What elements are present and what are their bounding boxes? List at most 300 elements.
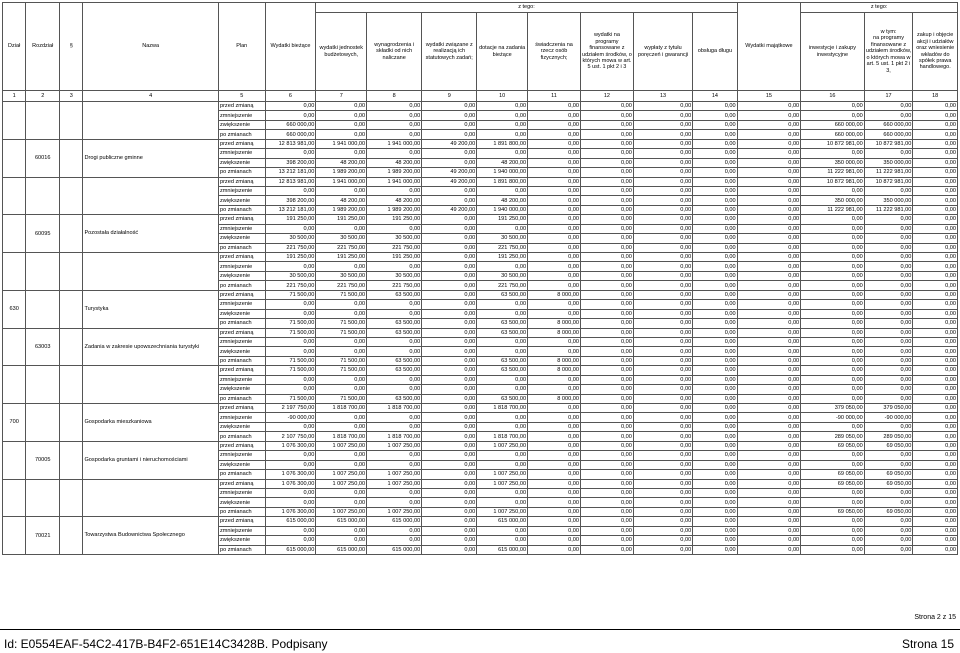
value-cell: 0,00: [367, 375, 422, 384]
value-cell: 71 500,00: [316, 366, 367, 375]
value-cell: 0,00: [737, 243, 801, 252]
value-cell: 1 076 300,00: [265, 470, 316, 479]
dzial-code: [3, 366, 26, 404]
value-cell: 0,00: [633, 319, 692, 328]
header-wydatki-programy: wydatki na programy finansowane z udziałem środków, o których mowa w art. 5 ust. 1 pkt 2 i 3: [580, 13, 633, 91]
value-cell: 398 200,00: [265, 196, 316, 205]
value-cell: 71 500,00: [265, 328, 316, 337]
row-label: przed zmianą: [218, 479, 265, 488]
value-cell: 0,00: [580, 404, 633, 413]
value-cell: 0,00: [913, 224, 958, 233]
column-number: 1: [3, 91, 26, 102]
column-number: 17: [864, 91, 913, 102]
row-label: przed zmianą: [218, 139, 265, 148]
value-cell: 0,00: [913, 347, 958, 356]
value-cell: 0,00: [316, 300, 367, 309]
value-cell: 0,00: [693, 139, 737, 148]
value-cell: 0,00: [633, 186, 692, 195]
value-cell: 0,00: [528, 215, 581, 224]
value-cell: 660 000,00: [801, 130, 865, 139]
row-label: zwiększenie: [218, 271, 265, 280]
value-cell: 0,00: [913, 149, 958, 158]
value-cell: 221 750,00: [367, 243, 422, 252]
value-cell: 0,00: [477, 111, 528, 120]
value-cell: 0,00: [633, 366, 692, 375]
row-label: zwiększenie: [218, 536, 265, 545]
value-cell: 221 750,00: [367, 281, 422, 290]
value-cell: 0,00: [580, 432, 633, 441]
value-cell: 0,00: [316, 120, 367, 129]
value-cell: 0,00: [477, 422, 528, 431]
value-cell: 615 000,00: [316, 517, 367, 526]
column-number: 7: [316, 91, 367, 102]
value-cell: 0,00: [801, 300, 865, 309]
value-cell: 0,00: [913, 300, 958, 309]
paragraf-code: [60, 290, 83, 328]
value-cell: 0,00: [633, 422, 692, 431]
value-cell: 0,00: [913, 507, 958, 516]
section-name: Towarzystwa Budownictwa Społecznego: [83, 517, 219, 555]
value-cell: 0,00: [913, 356, 958, 365]
table-row: [3, 441, 958, 450]
column-number: 12: [580, 91, 633, 102]
value-cell: 0,00: [580, 139, 633, 148]
row-label: po zmianach: [218, 168, 265, 177]
value-cell: 0,00: [913, 545, 958, 554]
value-cell: 0,00: [633, 253, 692, 262]
value-cell: 0,00: [913, 271, 958, 280]
value-cell: 0,00: [737, 234, 801, 243]
dzial-code: [3, 253, 26, 291]
value-cell: 0,00: [528, 271, 581, 280]
value-cell: 0,00: [913, 394, 958, 403]
value-cell: 0,00: [913, 186, 958, 195]
value-cell: 0,00: [422, 215, 477, 224]
paragraf-code: [60, 404, 83, 442]
value-cell: 0,00: [528, 413, 581, 422]
value-cell: 0,00: [580, 479, 633, 488]
value-cell: 0,00: [693, 186, 737, 195]
value-cell: 0,00: [913, 498, 958, 507]
value-cell: 0,00: [633, 309, 692, 318]
value-cell: 379 050,00: [801, 404, 865, 413]
value-cell: 0,00: [913, 328, 958, 337]
value-cell: 0,00: [801, 234, 865, 243]
value-cell: 0,00: [693, 413, 737, 422]
value-cell: 0,00: [265, 451, 316, 460]
value-cell: 0,00: [422, 328, 477, 337]
value-cell: 0,00: [528, 432, 581, 441]
value-cell: 0,00: [528, 234, 581, 243]
value-cell: 0,00: [864, 488, 913, 497]
value-cell: 0,00: [737, 102, 801, 111]
value-cell: 0,00: [528, 186, 581, 195]
value-cell: 221 750,00: [265, 243, 316, 252]
value-cell: 0,00: [913, 281, 958, 290]
value-cell: 0,00: [633, 271, 692, 280]
header-paragraf: §: [60, 3, 83, 91]
value-cell: 0,00: [633, 196, 692, 205]
header-wynagrodzenia: wynagrodzenia i składki od nich naliczane: [367, 13, 422, 91]
value-cell: 0,00: [801, 243, 865, 252]
value-cell: 48 200,00: [367, 196, 422, 205]
value-cell: 0,00: [693, 205, 737, 214]
value-cell: 71 500,00: [316, 356, 367, 365]
value-cell: 0,00: [528, 337, 581, 346]
value-cell: 0,00: [477, 413, 528, 422]
section-name: Zadania w zakresie upowszechniania turystyki: [83, 328, 219, 366]
value-cell: 0,00: [801, 328, 865, 337]
value-cell: 0,00: [864, 224, 913, 233]
value-cell: 0,00: [265, 224, 316, 233]
value-cell: 0,00: [693, 347, 737, 356]
value-cell: 0,00: [422, 526, 477, 535]
value-cell: 0,00: [633, 243, 692, 252]
rozdzial-code: 60016: [26, 139, 60, 177]
value-cell: 0,00: [737, 517, 801, 526]
value-cell: 0,00: [737, 328, 801, 337]
value-cell: 0,00: [737, 441, 801, 450]
value-cell: 0,00: [633, 470, 692, 479]
value-cell: 0,00: [580, 319, 633, 328]
value-cell: 0,00: [528, 536, 581, 545]
value-cell: 0,00: [913, 375, 958, 384]
value-cell: 0,00: [422, 536, 477, 545]
value-cell: 0,00: [422, 262, 477, 271]
page-number: Strona 15: [901, 637, 954, 651]
value-cell: 0,00: [528, 375, 581, 384]
value-cell: 0,00: [737, 479, 801, 488]
value-cell: 0,00: [580, 205, 633, 214]
value-cell: 1 989 200,00: [367, 205, 422, 214]
value-cell: 0,00: [737, 309, 801, 318]
value-cell: 0,00: [801, 309, 865, 318]
value-cell: 0,00: [693, 215, 737, 224]
value-cell: 0,00: [367, 488, 422, 497]
value-cell: 0,00: [864, 215, 913, 224]
row-label: zmniejszenie: [218, 186, 265, 195]
value-cell: 69 050,00: [801, 479, 865, 488]
page-counter-small: Strona 2 z 15: [914, 614, 956, 621]
value-cell: 1 076 300,00: [265, 507, 316, 516]
value-cell: 0,00: [580, 441, 633, 450]
value-cell: 0,00: [864, 243, 913, 252]
row-label: zwiększenie: [218, 158, 265, 167]
value-cell: 30 500,00: [265, 271, 316, 280]
row-label: zmniejszenie: [218, 300, 265, 309]
value-cell: 0,00: [316, 309, 367, 318]
row-label: po zmianach: [218, 205, 265, 214]
value-cell: 71 500,00: [265, 366, 316, 375]
value-cell: 0,00: [737, 224, 801, 233]
value-cell: 0,00: [693, 177, 737, 186]
header-wydatki-zwiazane: wydatki związane z realizacją ich statutowych zadań;: [422, 13, 477, 91]
value-cell: 0,00: [528, 111, 581, 120]
value-cell: 0,00: [528, 158, 581, 167]
value-cell: 71 500,00: [265, 319, 316, 328]
value-cell: 0,00: [737, 545, 801, 554]
value-cell: 0,00: [477, 451, 528, 460]
value-cell: 1 941 000,00: [367, 177, 422, 186]
value-cell: 0,00: [801, 290, 865, 299]
value-cell: 0,00: [693, 196, 737, 205]
value-cell: 0,00: [633, 356, 692, 365]
value-cell: 0,00: [422, 337, 477, 346]
value-cell: 0,00: [580, 328, 633, 337]
value-cell: 0,00: [864, 186, 913, 195]
value-cell: 0,00: [864, 102, 913, 111]
value-cell: 0,00: [367, 460, 422, 469]
value-cell: 8 000,00: [528, 366, 581, 375]
value-cell: 0,00: [737, 366, 801, 375]
value-cell: 0,00: [528, 385, 581, 394]
value-cell: 0,00: [801, 281, 865, 290]
value-cell: 0,00: [693, 441, 737, 450]
value-cell: 0,00: [477, 262, 528, 271]
value-cell: 0,00: [580, 262, 633, 271]
value-cell: 0,00: [913, 404, 958, 413]
table-row: [3, 177, 958, 186]
value-cell: -90 000,00: [265, 413, 316, 422]
value-cell: 398 200,00: [265, 158, 316, 167]
footer-divider: [0, 629, 960, 630]
value-cell: 289 050,00: [864, 432, 913, 441]
row-label: po zmianach: [218, 281, 265, 290]
value-cell: 0,00: [422, 451, 477, 460]
value-cell: 0,00: [316, 111, 367, 120]
value-cell: 0,00: [913, 158, 958, 167]
section-name: [83, 177, 219, 215]
value-cell: 0,00: [913, 177, 958, 186]
row-label: zmniejszenie: [218, 526, 265, 535]
value-cell: 10 872 981,00: [801, 139, 865, 148]
value-cell: 0,00: [477, 300, 528, 309]
value-cell: 0,00: [316, 422, 367, 431]
value-cell: 11 222 981,00: [801, 168, 865, 177]
value-cell: 49 200,00: [422, 177, 477, 186]
value-cell: 0,00: [633, 507, 692, 516]
value-cell: 0,00: [367, 413, 422, 422]
value-cell: 660 000,00: [265, 120, 316, 129]
paragraf-code: [60, 366, 83, 404]
value-cell: 0,00: [801, 517, 865, 526]
value-cell: 1 989 200,00: [316, 205, 367, 214]
value-cell: 0,00: [367, 536, 422, 545]
header-dotacje: dotacje na zadania bieżące: [477, 13, 528, 91]
value-cell: 615 000,00: [316, 545, 367, 554]
value-cell: 1 818 700,00: [477, 404, 528, 413]
row-label: zwiększenie: [218, 196, 265, 205]
value-cell: 0,00: [913, 130, 958, 139]
column-number: 8: [367, 91, 422, 102]
rozdzial-code: 70021: [26, 517, 60, 555]
value-cell: 0,00: [693, 328, 737, 337]
value-cell: 1 007 250,00: [367, 479, 422, 488]
value-cell: 0,00: [528, 451, 581, 460]
value-cell: 0,00: [864, 394, 913, 403]
value-cell: 0,00: [580, 271, 633, 280]
value-cell: 0,00: [528, 545, 581, 554]
value-cell: 0,00: [693, 536, 737, 545]
value-cell: 221 750,00: [316, 281, 367, 290]
value-cell: 350 000,00: [801, 196, 865, 205]
row-label: przed zmianą: [218, 366, 265, 375]
table-row: [3, 404, 958, 413]
value-cell: 0,00: [633, 441, 692, 450]
rozdzial-code: [26, 404, 60, 442]
value-cell: 191 250,00: [316, 253, 367, 262]
value-cell: 0,00: [528, 309, 581, 318]
value-cell: 0,00: [528, 224, 581, 233]
value-cell: 0,00: [864, 319, 913, 328]
value-cell: 0,00: [737, 253, 801, 262]
paragraf-code: [60, 479, 83, 517]
rozdzial-code: 70005: [26, 441, 60, 479]
dzial-code: [3, 139, 26, 177]
value-cell: 0,00: [633, 545, 692, 554]
value-cell: 0,00: [528, 300, 581, 309]
dzial-code: 700: [3, 404, 26, 442]
value-cell: 0,00: [737, 271, 801, 280]
value-cell: 0,00: [265, 111, 316, 120]
value-cell: 0,00: [737, 196, 801, 205]
section-name: [83, 253, 219, 291]
value-cell: 0,00: [633, 498, 692, 507]
value-cell: 0,00: [864, 356, 913, 365]
value-cell: 0,00: [367, 526, 422, 535]
value-cell: 71 500,00: [265, 394, 316, 403]
paragraf-code: [60, 253, 83, 291]
value-cell: 0,00: [528, 517, 581, 526]
value-cell: 0,00: [864, 253, 913, 262]
value-cell: 0,00: [422, 281, 477, 290]
value-cell: 0,00: [422, 130, 477, 139]
value-cell: 0,00: [737, 498, 801, 507]
value-cell: 0,00: [737, 385, 801, 394]
value-cell: 221 750,00: [477, 281, 528, 290]
value-cell: 0,00: [633, 130, 692, 139]
value-cell: 0,00: [864, 536, 913, 545]
value-cell: 1 940 000,00: [477, 168, 528, 177]
value-cell: 69 050,00: [864, 441, 913, 450]
value-cell: 0,00: [633, 111, 692, 120]
value-cell: 0,00: [801, 149, 865, 158]
value-cell: 0,00: [316, 186, 367, 195]
value-cell: 0,00: [633, 536, 692, 545]
value-cell: 0,00: [737, 432, 801, 441]
table-row: [3, 253, 958, 262]
value-cell: 0,00: [693, 224, 737, 233]
value-cell: 0,00: [737, 158, 801, 167]
value-cell: 0,00: [913, 366, 958, 375]
dzial-code: [3, 441, 26, 479]
value-cell: 11 222 981,00: [864, 168, 913, 177]
row-label: przed zmianą: [218, 253, 265, 262]
value-cell: 0,00: [580, 488, 633, 497]
value-cell: 0,00: [693, 271, 737, 280]
budget-page: [2, 2, 958, 555]
value-cell: 0,00: [864, 337, 913, 346]
value-cell: 0,00: [580, 451, 633, 460]
value-cell: 0,00: [422, 309, 477, 318]
value-cell: 0,00: [422, 460, 477, 469]
value-cell: 221 750,00: [477, 243, 528, 252]
header-wydatki-jednostek: wydatki jednostek budżetowych,: [316, 13, 367, 91]
row-label: zwiększenie: [218, 120, 265, 129]
value-cell: 49 200,00: [422, 168, 477, 177]
value-cell: 0,00: [316, 413, 367, 422]
value-cell: 0,00: [580, 290, 633, 299]
value-cell: 0,00: [580, 130, 633, 139]
value-cell: 0,00: [422, 111, 477, 120]
value-cell: 0,00: [693, 375, 737, 384]
value-cell: 0,00: [864, 262, 913, 271]
value-cell: 191 250,00: [367, 215, 422, 224]
row-label: zmniejszenie: [218, 262, 265, 271]
value-cell: 11 222 981,00: [864, 205, 913, 214]
value-cell: 0,00: [864, 234, 913, 243]
value-cell: 0,00: [913, 111, 958, 120]
row-label: zwiększenie: [218, 234, 265, 243]
value-cell: 0,00: [801, 422, 865, 431]
value-cell: 0,00: [422, 224, 477, 233]
value-cell: 0,00: [737, 120, 801, 129]
value-cell: 0,00: [913, 319, 958, 328]
value-cell: 0,00: [422, 149, 477, 158]
column-number: 4: [83, 91, 219, 102]
value-cell: 0,00: [265, 300, 316, 309]
value-cell: 0,00: [693, 498, 737, 507]
value-cell: -90 000,00: [864, 413, 913, 422]
value-cell: 0,00: [422, 102, 477, 111]
value-cell: 0,00: [737, 177, 801, 186]
value-cell: 0,00: [801, 262, 865, 271]
value-cell: 0,00: [367, 224, 422, 233]
column-number: 14: [693, 91, 737, 102]
value-cell: 0,00: [633, 337, 692, 346]
value-cell: 191 250,00: [265, 215, 316, 224]
value-cell: 0,00: [316, 488, 367, 497]
value-cell: 0,00: [737, 111, 801, 120]
value-cell: 0,00: [367, 186, 422, 195]
value-cell: 0,00: [367, 262, 422, 271]
value-cell: 0,00: [737, 413, 801, 422]
value-cell: 0,00: [693, 488, 737, 497]
section-name: Pozostała działalność: [83, 215, 219, 253]
value-cell: 0,00: [477, 460, 528, 469]
value-cell: 660 000,00: [864, 120, 913, 129]
value-cell: 0,00: [801, 460, 865, 469]
value-cell: 71 500,00: [265, 290, 316, 299]
row-label: po zmianach: [218, 130, 265, 139]
value-cell: 8 000,00: [528, 319, 581, 328]
value-cell: 0,00: [528, 404, 581, 413]
value-cell: 0,00: [633, 328, 692, 337]
value-cell: 0,00: [580, 300, 633, 309]
header-na-programy-text: na programy finansowane z udziałem środków, o których mowa w art. 5 ust. 1 pkt 2 i 3,: [865, 35, 912, 74]
value-cell: 1 818 700,00: [316, 432, 367, 441]
value-cell: 1 076 300,00: [265, 479, 316, 488]
row-label: przed zmianą: [218, 328, 265, 337]
section-name: [83, 102, 219, 140]
value-cell: 0,00: [580, 158, 633, 167]
value-cell: 48 200,00: [316, 158, 367, 167]
row-label: zmniejszenie: [218, 413, 265, 422]
value-cell: 48 200,00: [477, 158, 528, 167]
value-cell: 12 813 981,00: [265, 139, 316, 148]
value-cell: 615 000,00: [265, 545, 316, 554]
value-cell: 0,00: [367, 102, 422, 111]
